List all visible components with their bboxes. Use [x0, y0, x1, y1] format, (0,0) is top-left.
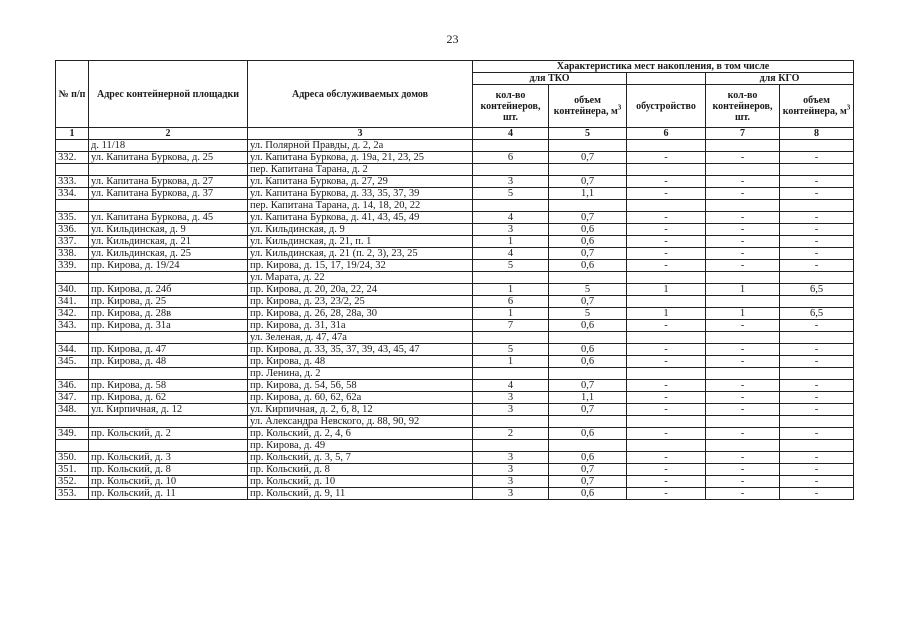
column-number: 1	[56, 128, 89, 140]
tko-container-count	[473, 368, 549, 380]
kgo-container-volume: -	[780, 356, 854, 368]
row-number: 343.	[56, 320, 89, 332]
table-row	[56, 356, 854, 368]
site-address	[89, 272, 248, 284]
served-houses: пр. Ленина, д. 2	[248, 368, 473, 380]
kgo-container-volume	[780, 272, 854, 284]
kgo-container-count	[706, 140, 780, 152]
kgo-container-volume	[780, 200, 854, 212]
row-number: 346.	[56, 380, 89, 392]
tko-container-volume	[549, 164, 627, 176]
tko-container-volume	[549, 368, 627, 380]
header-tko: для ТКО	[473, 73, 627, 85]
tko-container-volume: 0,6	[549, 428, 627, 440]
row-number: 341.	[56, 296, 89, 308]
header-volume-sup: 3	[617, 103, 622, 112]
table-row	[56, 272, 854, 284]
served-houses: ул. Зеленая, д. 47, 47а	[248, 332, 473, 344]
site-address: ул. Кирпичная, д. 12	[89, 404, 248, 416]
column-number: 5	[549, 128, 627, 140]
tko-container-count: 1	[473, 308, 549, 320]
row-number: 333.	[56, 176, 89, 188]
kgo-container-count: -	[706, 476, 780, 488]
improvement: -	[627, 212, 706, 224]
served-houses: ул. Капитана Буркова, д. 27, 29	[248, 176, 473, 188]
site-address: пр. Кольский, д. 2	[89, 428, 248, 440]
improvement: -	[627, 476, 706, 488]
tko-container-count: 5	[473, 260, 549, 272]
site-address: пр. Кирова, д. 62	[89, 392, 248, 404]
tko-container-volume: 5	[549, 284, 627, 296]
served-houses: пр. Кирова, д. 33, 35, 37, 39, 43, 45, 47	[248, 344, 473, 356]
improvement: -	[627, 236, 706, 248]
improvement: -	[627, 260, 706, 272]
served-houses: ул. Полярной Правды, д. 2, 2а	[248, 140, 473, 152]
site-address: пр. Кирова, д. 28в	[89, 308, 248, 320]
tko-container-count: 3	[473, 392, 549, 404]
served-houses: пр. Кольский, д. 3, 5, 7	[248, 452, 473, 464]
tko-container-volume: 0,6	[549, 344, 627, 356]
kgo-container-volume: -	[780, 320, 854, 332]
tko-container-volume: 0,7	[549, 212, 627, 224]
table-row	[56, 476, 854, 488]
served-houses: пр. Кольский, д. 8	[248, 464, 473, 476]
header-kgo-count: кол-во контейнеров, шт.	[706, 85, 780, 128]
improvement: -	[627, 248, 706, 260]
tko-container-count	[473, 416, 549, 428]
table-row	[56, 428, 854, 440]
tko-container-volume	[549, 416, 627, 428]
kgo-container-count: -	[706, 344, 780, 356]
kgo-container-count: -	[706, 356, 780, 368]
row-number: 339.	[56, 260, 89, 272]
table-row	[56, 332, 854, 344]
tko-container-count: 3	[473, 488, 549, 500]
table-row	[56, 404, 854, 416]
tko-container-count: 1	[473, 356, 549, 368]
tko-container-volume	[549, 440, 627, 452]
kgo-container-volume	[780, 332, 854, 344]
kgo-container-volume: -	[780, 260, 854, 272]
row-number	[56, 200, 89, 212]
tko-container-volume	[549, 200, 627, 212]
tko-container-volume: 1,1	[549, 392, 627, 404]
kgo-container-count	[706, 332, 780, 344]
table-row	[56, 236, 854, 248]
kgo-container-volume: -	[780, 428, 854, 440]
kgo-container-volume: -	[780, 176, 854, 188]
site-address	[89, 332, 248, 344]
tko-container-volume: 0,7	[549, 248, 627, 260]
improvement: -	[627, 464, 706, 476]
header-kgo: для КГО	[706, 73, 854, 85]
improvement: -	[627, 488, 706, 500]
site-address: пр. Кирова, д. 31а	[89, 320, 248, 332]
site-address: пр. Кирова, д. 47	[89, 344, 248, 356]
site-address: ул. Капитана Буркова, д. 45	[89, 212, 248, 224]
table-row	[56, 488, 854, 500]
row-number: 351.	[56, 464, 89, 476]
row-number: 349.	[56, 428, 89, 440]
served-houses: ул. Марата, д. 22	[248, 272, 473, 284]
served-houses: пр. Кольский, д. 2, 4, 6	[248, 428, 473, 440]
served-houses: пр. Кирова, д. 54, 56, 58	[248, 380, 473, 392]
table-row	[56, 368, 854, 380]
kgo-container-volume	[780, 140, 854, 152]
table-row	[56, 284, 854, 296]
kgo-container-volume	[780, 416, 854, 428]
kgo-container-volume: -	[780, 224, 854, 236]
improvement	[627, 272, 706, 284]
table-body	[56, 140, 854, 500]
row-number: 334.	[56, 188, 89, 200]
header-characteristics: Характеристика мест накопления, в том числе	[473, 61, 854, 73]
tko-container-count: 3	[473, 224, 549, 236]
improvement	[627, 164, 706, 176]
tko-container-count: 3	[473, 464, 549, 476]
table-row	[56, 296, 854, 308]
improvement: 1	[627, 308, 706, 320]
served-houses: ул. Кильдинская, д. 21 (п. 2, 3), 23, 25	[248, 248, 473, 260]
tko-container-volume: 0,6	[549, 260, 627, 272]
site-address: д. 11/18	[89, 140, 248, 152]
kgo-container-count	[706, 272, 780, 284]
served-houses: пр. Кольский, д. 9, 11	[248, 488, 473, 500]
kgo-container-count	[706, 296, 780, 308]
tko-container-count: 3	[473, 476, 549, 488]
tko-container-volume	[549, 332, 627, 344]
table-row	[56, 416, 854, 428]
table-row	[56, 380, 854, 392]
served-houses: пр. Кольский, д. 10	[248, 476, 473, 488]
kgo-container-count: -	[706, 488, 780, 500]
improvement: -	[627, 224, 706, 236]
tko-container-volume	[549, 272, 627, 284]
site-address	[89, 164, 248, 176]
kgo-container-count	[706, 368, 780, 380]
kgo-container-count: -	[706, 176, 780, 188]
improvement	[627, 416, 706, 428]
table-row	[56, 248, 854, 260]
improvement: -	[627, 176, 706, 188]
site-address: ул. Кильдинская, д. 9	[89, 224, 248, 236]
kgo-container-count: 1	[706, 284, 780, 296]
column-number: 6	[627, 128, 706, 140]
row-number: 336.	[56, 224, 89, 236]
table-row	[56, 188, 854, 200]
table-row	[56, 200, 854, 212]
column-number: 7	[706, 128, 780, 140]
table-row	[56, 164, 854, 176]
kgo-container-volume: -	[780, 476, 854, 488]
kgo-container-volume	[780, 296, 854, 308]
tko-container-volume: 0,6	[549, 320, 627, 332]
tko-container-volume: 0,6	[549, 356, 627, 368]
improvement: -	[627, 152, 706, 164]
table-row	[56, 440, 854, 452]
tko-container-volume: 0,6	[549, 452, 627, 464]
improvement	[627, 440, 706, 452]
site-address: пр. Кольский, д. 11	[89, 488, 248, 500]
kgo-container-volume	[780, 368, 854, 380]
kgo-container-count: -	[706, 248, 780, 260]
tko-container-volume: 0,7	[549, 176, 627, 188]
site-address	[89, 368, 248, 380]
tko-container-count	[473, 200, 549, 212]
served-houses: пр. Кирова, д. 60, 62, 62а	[248, 392, 473, 404]
header-volume	[549, 85, 627, 128]
site-address: пр. Кирова, д. 58	[89, 380, 248, 392]
kgo-container-volume	[780, 440, 854, 452]
header-kgo-volume	[780, 85, 854, 128]
served-houses: пер. Капитана Тарана, д. 14, 18, 20, 22	[248, 200, 473, 212]
tko-container-count: 5	[473, 188, 549, 200]
tko-container-count	[473, 332, 549, 344]
improvement: -	[627, 380, 706, 392]
kgo-container-count: -	[706, 152, 780, 164]
kgo-container-count	[706, 164, 780, 176]
kgo-container-volume: -	[780, 248, 854, 260]
served-houses: пр. Кирова, д. 15, 17, 19/24, 32	[248, 260, 473, 272]
tko-container-count: 6	[473, 152, 549, 164]
container-sites-table	[55, 60, 854, 500]
improvement: -	[627, 452, 706, 464]
tko-container-count: 3	[473, 176, 549, 188]
kgo-container-count	[706, 200, 780, 212]
row-number: 347.	[56, 392, 89, 404]
row-number	[56, 416, 89, 428]
improvement	[627, 200, 706, 212]
improvement: -	[627, 392, 706, 404]
table-row	[56, 464, 854, 476]
row-number: 338.	[56, 248, 89, 260]
improvement: -	[627, 428, 706, 440]
improvement: 1	[627, 284, 706, 296]
kgo-container-volume: -	[780, 188, 854, 200]
kgo-container-volume: -	[780, 152, 854, 164]
tko-container-count: 4	[473, 380, 549, 392]
header-count: кол-во контейнеров, шт.	[473, 85, 549, 128]
kgo-container-count: -	[706, 320, 780, 332]
site-address	[89, 440, 248, 452]
kgo-container-volume	[780, 164, 854, 176]
served-houses: ул. Капитана Буркова, д. 19а, 21, 23, 25	[248, 152, 473, 164]
served-houses: ул. Капитана Буркова, д. 41, 43, 45, 49	[248, 212, 473, 224]
header-spacer	[627, 73, 706, 85]
kgo-container-volume: 6,5	[780, 284, 854, 296]
kgo-container-count: 1	[706, 308, 780, 320]
kgo-container-count: -	[706, 260, 780, 272]
header-improvement: обустройство	[627, 85, 706, 128]
site-address: пр. Кольский, д. 8	[89, 464, 248, 476]
row-number: 335.	[56, 212, 89, 224]
kgo-container-count: -	[706, 404, 780, 416]
improvement: -	[627, 188, 706, 200]
kgo-container-count: -	[706, 428, 780, 440]
row-number: 337.	[56, 236, 89, 248]
kgo-container-count: -	[706, 236, 780, 248]
site-address: ул. Капитана Буркова, д. 27	[89, 176, 248, 188]
served-houses: ул. Капитана Буркова, д. 33, 35, 37, 39	[248, 188, 473, 200]
row-number: 348.	[56, 404, 89, 416]
row-number	[56, 440, 89, 452]
served-houses: пер. Капитана Тарана, д. 2	[248, 164, 473, 176]
kgo-container-volume: -	[780, 392, 854, 404]
page-number: 23	[446, 32, 459, 46]
tko-container-count	[473, 440, 549, 452]
tko-container-volume	[549, 140, 627, 152]
served-houses: ул. Кильдинская, д. 9	[248, 224, 473, 236]
tko-container-count: 7	[473, 320, 549, 332]
improvement	[627, 296, 706, 308]
kgo-container-count: -	[706, 188, 780, 200]
tko-container-count: 3	[473, 452, 549, 464]
tko-container-volume: 0,6	[549, 236, 627, 248]
tko-container-count	[473, 140, 549, 152]
served-houses: пр. Кирова, д. 31, 31а	[248, 320, 473, 332]
table-row	[56, 224, 854, 236]
row-number	[56, 332, 89, 344]
tko-container-count: 4	[473, 248, 549, 260]
tko-container-count	[473, 164, 549, 176]
tko-container-count: 4	[473, 212, 549, 224]
site-address: пр. Кирова, д. 25	[89, 296, 248, 308]
header-address: Адрес контейнерной площадки	[89, 61, 248, 128]
tko-container-volume: 0,6	[549, 488, 627, 500]
header-kgo-volume-sup: 3	[846, 103, 851, 112]
header-kgo-volume-text: объем контейнера, м	[782, 95, 847, 117]
column-number: 8	[780, 128, 854, 140]
kgo-container-volume: 6,5	[780, 308, 854, 320]
tko-container-volume: 0,7	[549, 464, 627, 476]
table-row	[56, 260, 854, 272]
row-number: 332.	[56, 152, 89, 164]
kgo-container-volume: -	[780, 236, 854, 248]
kgo-container-count: -	[706, 224, 780, 236]
table-row	[56, 212, 854, 224]
served-houses: пр. Кирова, д. 26, 28, 28а, 30	[248, 308, 473, 320]
kgo-container-count: -	[706, 452, 780, 464]
site-address: ул. Капитана Буркова, д. 25	[89, 152, 248, 164]
served-houses: ул. Кильдинская, д. 21, п. 1	[248, 236, 473, 248]
row-number: 344.	[56, 344, 89, 356]
site-address: пр. Кирова, д. 24б	[89, 284, 248, 296]
served-houses: ул. Александра Невского, д. 88, 90, 92	[248, 416, 473, 428]
improvement	[627, 332, 706, 344]
row-number: 342.	[56, 308, 89, 320]
improvement	[627, 368, 706, 380]
column-number: 3	[248, 128, 473, 140]
tko-container-volume: 0,7	[549, 380, 627, 392]
site-address	[89, 416, 248, 428]
tko-container-volume: 5	[549, 308, 627, 320]
served-houses: пр. Кирова, д. 49	[248, 440, 473, 452]
table-row	[56, 320, 854, 332]
site-address: пр. Кольский, д. 3	[89, 452, 248, 464]
kgo-container-count: -	[706, 212, 780, 224]
row-number: 350.	[56, 452, 89, 464]
tko-container-count: 2	[473, 428, 549, 440]
tko-container-volume: 0,7	[549, 476, 627, 488]
header-num: № п/п	[56, 61, 89, 128]
kgo-container-volume: -	[780, 464, 854, 476]
served-houses: пр. Кирова, д. 23, 23/2, 25	[248, 296, 473, 308]
row-number: 352.	[56, 476, 89, 488]
kgo-container-volume: -	[780, 344, 854, 356]
tko-container-count: 6	[473, 296, 549, 308]
kgo-container-volume: -	[780, 404, 854, 416]
improvement	[627, 140, 706, 152]
tko-container-volume: 1,1	[549, 188, 627, 200]
row-number	[56, 164, 89, 176]
improvement: -	[627, 356, 706, 368]
tko-container-volume: 0,7	[549, 296, 627, 308]
improvement: -	[627, 404, 706, 416]
table-row	[56, 152, 854, 164]
tko-container-count	[473, 272, 549, 284]
table-row	[56, 176, 854, 188]
tko-container-count: 1	[473, 236, 549, 248]
site-address: ул. Кильдинская, д. 25	[89, 248, 248, 260]
table-row	[56, 392, 854, 404]
column-number: 2	[89, 128, 248, 140]
site-address	[89, 200, 248, 212]
served-houses: пр. Кирова, д. 20, 20а, 22, 24	[248, 284, 473, 296]
table-row	[56, 308, 854, 320]
header-volume-text: объем контейнера, м	[553, 95, 618, 117]
row-number	[56, 272, 89, 284]
table-row	[56, 140, 854, 152]
tko-container-count: 1	[473, 284, 549, 296]
kgo-container-count: -	[706, 392, 780, 404]
table-row	[56, 344, 854, 356]
served-houses: пр. Кирова, д. 48	[248, 356, 473, 368]
header-served: Адреса обслуживаемых домов	[248, 61, 473, 128]
kgo-container-count: -	[706, 380, 780, 392]
tko-container-volume: 0,7	[549, 404, 627, 416]
table-row	[56, 452, 854, 464]
site-address: пр. Кирова, д. 48	[89, 356, 248, 368]
row-number: 345.	[56, 356, 89, 368]
kgo-container-volume: -	[780, 452, 854, 464]
site-address: пр. Кирова, д. 19/24	[89, 260, 248, 272]
row-number: 340.	[56, 284, 89, 296]
improvement: -	[627, 320, 706, 332]
kgo-container-count	[706, 416, 780, 428]
tko-container-volume: 0,7	[549, 152, 627, 164]
kgo-container-volume: -	[780, 380, 854, 392]
row-number	[56, 368, 89, 380]
improvement: -	[627, 344, 706, 356]
row-number	[56, 140, 89, 152]
tko-container-count: 3	[473, 404, 549, 416]
site-address: ул. Кильдинская, д. 21	[89, 236, 248, 248]
row-number: 353.	[56, 488, 89, 500]
site-address: ул. Капитана Буркова, д. 37	[89, 188, 248, 200]
kgo-container-volume: -	[780, 212, 854, 224]
kgo-container-count	[706, 440, 780, 452]
kgo-container-count: -	[706, 464, 780, 476]
column-number: 4	[473, 128, 549, 140]
served-houses: ул. Кирпичная, д. 2, 6, 8, 12	[248, 404, 473, 416]
kgo-container-volume: -	[780, 488, 854, 500]
site-address: пр. Кольский, д. 10	[89, 476, 248, 488]
tko-container-volume: 0,6	[549, 224, 627, 236]
tko-container-count: 5	[473, 344, 549, 356]
